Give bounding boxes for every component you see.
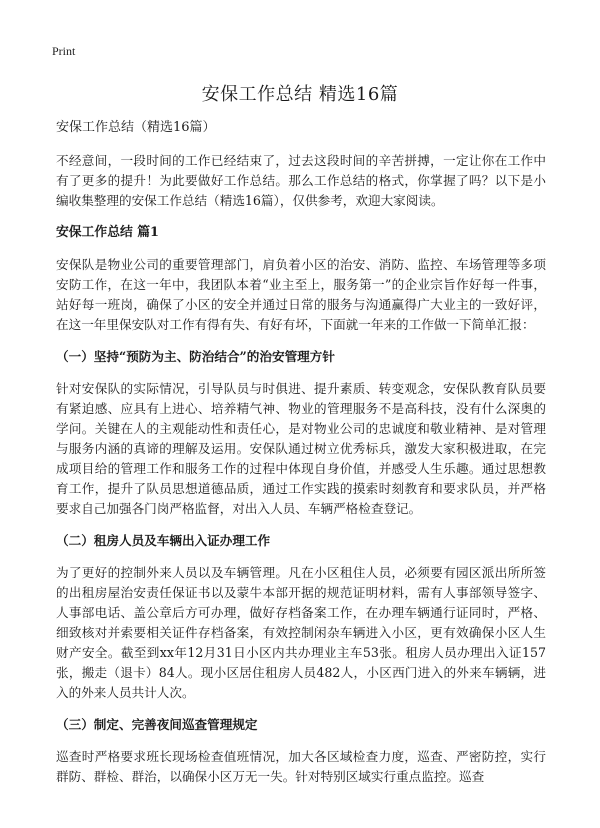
document-subtitle: 安保工作总结（精选16篇） — [56, 120, 216, 135]
section-heading: 安保工作总结 篇1 — [56, 225, 159, 240]
subsection-heading-2: （二）租房人员及车辆出入证办理工作 — [56, 533, 271, 548]
document-body — [56, 118, 546, 799]
subsection-heading-3: （三）制定、完善夜间巡查管理规定 — [56, 717, 258, 732]
subsection-paragraph-1: 针对安保队的实际情况，引导队员与时俱进、提升素质、转变观念，安保队教育队员要有紧迫感、应具有上进心、培养精气神、物业的管理服务不是高科技，没有什么深奥的学问。关键在人的主观能动性和责任心，是对物业公司的忠诚度和敬业精神、是对管理与服务内涵的真谛的理解及运用。安保队通过树立优秀标兵，激发大家积极进取，在完成项目给的管理工作和服务工作的过程中体现自身价值，并感受人生乐趣。通过思想教育工作，提升了队员思想道德品质，通过工作实践的摸索时刻教育和要求队员，并严格要求自己加强各门岗严格监督，对出入人员、车辆严格检查登记。 — [56, 381, 546, 516]
section-paragraph: 安保队是物业公司的重要管理部门，肩负着小区的治安、消防、监控、车场管理等多项安防工作，在这一年中，我团队本着“业主至上，服务第一”的企业宗旨作好每一件事，站好每一班岗，确保了小区的安全并通过日常的服务与沟通赢得广大业主的一致好评，在这一年里保安队对工作有得有失、有好有坏，下面就一年来的工作做一下简单汇报： — [56, 257, 546, 332]
subsection-heading-1: （一）坚持“预防为主、防治结合”的治安管理方针 — [56, 349, 335, 364]
subsection-paragraph-2: 为了更好的控制外来人员以及车辆管理。凡在小区租住人员，必须要有园区派出所所签的出租房屋治安责任保证书以及蒙牛本部开据的规范证明材料，需有人事部领导签字、人事部电话、盖公章后方可办理，做好存档备案工作，在办理车辆通行证同时，严格、细致核对并索要相关证件存档备案，有效控制闲杂车辆进入小区，更有效确保小区人生财产安全。截至到xx年12月31日小区内共办理业主车53张。租房人员办理出入证157张，搬走（退卡）84人。现小区居住租房人员482人，小区西门进入的外来车辆辆，进入的外来人员共计人次。 — [56, 565, 546, 700]
intro-paragraph: 不经意间，一段时间的工作已经结束了，过去这段时间的辛苦拼搏，一定让你在工作中有了更多的提升！为此要做好工作总结。那么工作总结的格式，你掌握了吗？以下是小编收集整理的安保工作总结（精选16篇），仅供参考，欢迎大家阅读。 — [56, 153, 546, 208]
page-title: 安保工作总结 精选16篇 — [201, 84, 399, 105]
subsection-paragraph-3: 巡查时严格要求班长现场检查值班情况，加大各区域检查力度，巡查、严密防控，实行群防、群检、群治，以确保小区万无一失。针对特别区域实行重点监控。巡查 — [56, 749, 546, 784]
print-link[interactable]: Print — [52, 44, 76, 58]
